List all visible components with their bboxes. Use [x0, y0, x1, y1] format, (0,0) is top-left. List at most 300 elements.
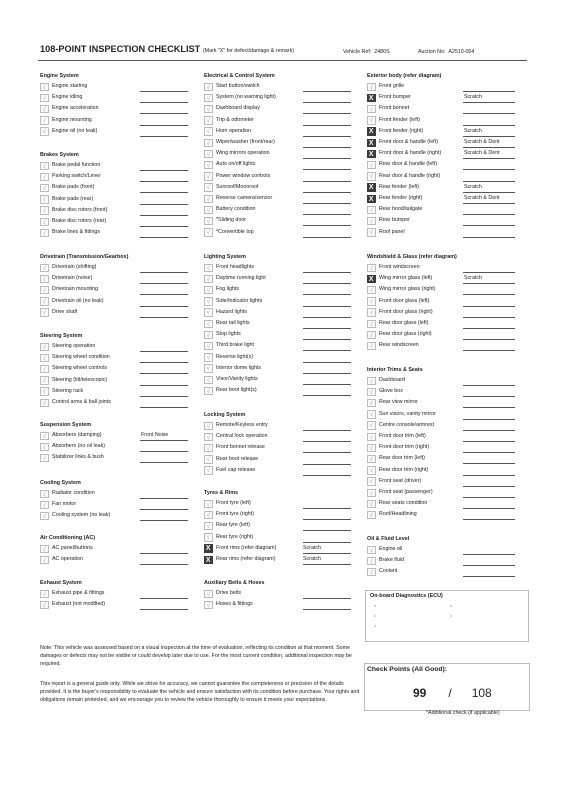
- checklist-row: [367, 568, 527, 578]
- remark-line: [140, 609, 188, 610]
- item-label: Coolant: [379, 568, 398, 575]
- item-remark: Scratch: [464, 275, 482, 282]
- defect-mark[interactable]: X: [368, 139, 374, 147]
- check-mark[interactable]: √: [204, 94, 213, 103]
- remark-line: [303, 395, 351, 396]
- defect-mark[interactable]: X: [368, 128, 374, 136]
- check-mark[interactable]: √: [40, 399, 49, 408]
- remark-line: [140, 553, 188, 554]
- checklist-row: [367, 139, 527, 149]
- item-label: Brake lines & fittings: [52, 229, 100, 236]
- check-mark[interactable]: √: [204, 590, 213, 599]
- remark-line: [140, 385, 188, 386]
- checklist-row: [204, 353, 364, 363]
- checklist-row: [40, 399, 200, 409]
- vehicle-ref: [343, 49, 390, 55]
- checklist-row: [367, 477, 527, 487]
- checklist-row: [40, 184, 200, 194]
- check-mark[interactable]: √: [204, 150, 213, 159]
- remark-line: [303, 181, 351, 182]
- checklist-row: [40, 308, 200, 318]
- remark-line: [303, 203, 351, 204]
- check-mark[interactable]: √: [204, 320, 213, 329]
- item-label: Front headlights: [216, 264, 254, 270]
- item-label: Interior dome lights: [216, 364, 262, 371]
- remark-line: [303, 542, 351, 543]
- check-mark[interactable]: √: [367, 399, 376, 408]
- checklist-row: [367, 172, 527, 182]
- checklist-row: [40, 83, 200, 93]
- remark-line: [463, 169, 515, 170]
- checklist-row: [40, 376, 200, 386]
- check-mark[interactable]: √: [40, 590, 49, 599]
- item-label: Engine starting: [52, 83, 88, 89]
- checklist-row: [40, 354, 200, 364]
- remark-line: [303, 306, 351, 307]
- item-label: Wing mirrors operation: [216, 150, 270, 157]
- checklist-row: [40, 286, 200, 296]
- remark-line: [303, 237, 351, 238]
- check-mark[interactable]: √: [40, 308, 49, 317]
- item-label: Rear boot release: [216, 455, 259, 462]
- check-mark[interactable]: √: [204, 387, 213, 396]
- check-mark[interactable]: √: [40, 490, 49, 499]
- check-mark[interactable]: √: [204, 500, 213, 509]
- check-mark[interactable]: √: [40, 264, 49, 273]
- check-mark[interactable]: √: [367, 377, 376, 386]
- checklist-row: [204, 433, 364, 443]
- item-label: Steering operation: [52, 343, 96, 349]
- checklist-row: [204, 590, 364, 600]
- item-label: Drivetrain (noise): [52, 275, 93, 282]
- check-mark[interactable]: √: [40, 512, 49, 521]
- checklist-row: [40, 545, 200, 555]
- item-remark: Scratch & Dent: [464, 139, 500, 145]
- header-divider: [38, 60, 527, 61]
- item-remark: Scratch: [303, 544, 321, 551]
- check-mark[interactable]: √: [40, 116, 49, 125]
- item-label: *Sliding door: [216, 217, 247, 224]
- item-label: Rear bumper: [379, 217, 410, 224]
- check-mark[interactable]: √: [204, 522, 213, 531]
- check-mark[interactable]: √: [40, 275, 49, 284]
- item-label: Start button/switch: [216, 83, 260, 89]
- check-mark[interactable]: √: [40, 162, 49, 171]
- item-label: Brake pads (rear): [52, 195, 94, 202]
- check-mark[interactable]: √: [367, 444, 376, 453]
- check-mark[interactable]: √: [204, 433, 213, 442]
- remark-line: [463, 113, 515, 114]
- item-label: Parking switch/Lever: [52, 173, 101, 180]
- checklist-row: [367, 105, 527, 115]
- check-mark[interactable]: √: [40, 432, 49, 441]
- item-label: Drive shaft: [52, 308, 78, 315]
- remark-line: [140, 564, 188, 565]
- check-mark[interactable]: √: [204, 455, 213, 464]
- item-label: Exhaust (not modified): [52, 601, 105, 608]
- remark-line: [140, 317, 188, 318]
- remark-line: [303, 508, 351, 509]
- item-remark: Scratch: [464, 94, 482, 101]
- item-label: Front tyre (left): [216, 500, 251, 506]
- check-mark[interactable]: √: [367, 489, 376, 498]
- section-heading: Drivetrain (Transmission/Gearbox): [40, 254, 129, 260]
- check-mark[interactable]: √: [204, 206, 213, 215]
- checklist-row: [204, 105, 364, 115]
- item-label: Rear tyre (left): [216, 522, 250, 529]
- check-mark[interactable]: √: [40, 229, 49, 238]
- section-heading: Exhaust System: [40, 580, 82, 586]
- remark-line: [463, 339, 515, 340]
- check-mark[interactable]: √: [40, 387, 49, 396]
- item-label: Hazard lights: [216, 308, 247, 315]
- check-mark[interactable]: √: [204, 286, 213, 295]
- auction-no-value: A2510-004: [448, 49, 475, 55]
- defect-mark[interactable]: X: [205, 545, 211, 553]
- check-mark[interactable]: √: [367, 568, 376, 577]
- remark-line: [140, 170, 188, 171]
- check-mark[interactable]: √: [204, 308, 213, 317]
- checklist-row: [40, 229, 200, 239]
- checklist-row: [204, 217, 364, 227]
- remark-line: [140, 113, 188, 114]
- disclaimer-text: This report is a general guide only. While we strive for accuracy, we cannot guarantee the completeness or precision of the details provided. It is the buyer's responsibility to evaluate the vehicle and ensure satisfaction with its condition before purchase. Your rights and obligations remain protected, and we encourage you to review the vehicle thoroughly to ensure it meets your expectations.: [40, 681, 360, 703]
- checklist-row: [204, 376, 364, 386]
- item-label: Centre console/armrest: [379, 421, 435, 428]
- check-mark[interactable]: √: [204, 376, 213, 385]
- check-mark[interactable]: √: [367, 116, 376, 125]
- check-mark[interactable]: √: [204, 264, 213, 273]
- remark-line: [303, 294, 351, 295]
- check-mark[interactable]: √: [367, 410, 376, 419]
- check-points-box: [364, 663, 530, 711]
- checklist-row: [204, 206, 364, 216]
- remark-line: [140, 451, 188, 452]
- check-mark[interactable]: √: [204, 342, 213, 351]
- remark-line: [303, 530, 351, 531]
- check-mark[interactable]: √: [204, 353, 213, 362]
- remark-line: [463, 91, 515, 92]
- check-mark[interactable]: √: [367, 217, 376, 226]
- item-label: Engine oil (no leak): [52, 127, 98, 134]
- section-heading: Engine System: [40, 73, 79, 79]
- section-heading: Auxiliary Belts & Hoses: [204, 580, 265, 586]
- check-mark[interactable]: √: [40, 94, 49, 103]
- check-mark[interactable]: √: [204, 444, 213, 453]
- remark-line: [303, 362, 351, 363]
- check-mark[interactable]: √: [367, 83, 376, 92]
- check-mark[interactable]: √: [40, 501, 49, 510]
- item-label: Front rims (refer diagram): [216, 544, 277, 551]
- item-label: Engine mounting: [52, 116, 92, 123]
- check-mark[interactable]: √: [367, 511, 376, 520]
- remark-line: [463, 225, 515, 226]
- defect-mark[interactable]: X: [368, 150, 374, 158]
- remark-line: [140, 192, 188, 193]
- item-label: Rear door trim (right): [379, 466, 429, 473]
- remark-line: [463, 419, 515, 420]
- item-label: Rear boot light(s): [216, 387, 257, 394]
- remark-line: [140, 204, 188, 205]
- check-mark[interactable]: √: [204, 183, 213, 192]
- item-label: Daytime running light: [216, 275, 266, 282]
- item-label: Rear hood/tailgate: [379, 206, 423, 213]
- checklist-row: [40, 601, 200, 611]
- check-mark[interactable]: √: [40, 286, 49, 295]
- check-mark[interactable]: √: [367, 500, 376, 509]
- checklist-row: [204, 297, 364, 307]
- remark-line: [463, 385, 515, 386]
- checklist-row: [40, 556, 200, 566]
- check-mark[interactable]: √: [367, 320, 376, 329]
- remark-line: [140, 509, 188, 510]
- check-mark[interactable]: √: [40, 83, 49, 92]
- check-mark[interactable]: √: [367, 286, 376, 295]
- assessment-note: Note: This vehicle was assessed based on a visual inspection at the time of evaluation, reflecting its condition at that moment. Some damages or defects may not be visible or could develop later due to use. For the most current condition, additional inspection may be required.: [40, 645, 352, 667]
- remark-line: [303, 283, 351, 284]
- obd-dot: [450, 605, 452, 607]
- remark-line: [303, 214, 351, 215]
- item-label: Fuel cap release: [216, 466, 256, 473]
- remark-line: [463, 272, 515, 273]
- checklist-row: [40, 590, 200, 600]
- checklist-row: [40, 116, 200, 126]
- remark-line: [303, 272, 351, 273]
- remark-line: [140, 272, 188, 273]
- item-label: Rear fender (right): [379, 195, 423, 201]
- check-mark[interactable]: √: [40, 601, 49, 610]
- remark-line: [303, 225, 351, 226]
- check-mark[interactable]: √: [204, 466, 213, 475]
- item-label: Front grille: [379, 83, 405, 89]
- check-mark[interactable]: √: [40, 173, 49, 182]
- remark-line: [140, 181, 188, 182]
- checklist-row: [367, 444, 527, 454]
- item-remark: Scratch & Dent: [464, 150, 500, 157]
- check-mark[interactable]: √: [204, 127, 213, 136]
- checklist-row: [204, 308, 364, 318]
- checklist-row: [204, 320, 364, 330]
- check-points-good: 99: [413, 686, 427, 700]
- item-label: Dashboard: [379, 377, 405, 383]
- check-mark[interactable]: √: [40, 365, 49, 374]
- checklist-row: [204, 601, 364, 611]
- check-mark[interactable]: √: [40, 343, 49, 352]
- checklist-row: [40, 195, 200, 205]
- check-mark[interactable]: √: [367, 477, 376, 486]
- item-label: Brake disc rotors (rear): [52, 218, 107, 224]
- check-mark[interactable]: √: [40, 297, 49, 306]
- item-label: Sun visors, vanity mirror: [379, 410, 436, 417]
- checklist-row: [367, 94, 527, 104]
- checklist-row: [204, 511, 364, 521]
- remark-line: [303, 452, 351, 453]
- check-mark[interactable]: √: [204, 83, 213, 92]
- item-label: Engine acceleration: [52, 105, 99, 112]
- check-mark[interactable]: √: [367, 388, 376, 397]
- check-mark[interactable]: √: [367, 105, 376, 114]
- checklist-row: [204, 522, 364, 532]
- remark-line: [463, 565, 515, 566]
- checklist-row: [367, 399, 527, 409]
- item-label: Rear rims (refer diagram): [216, 556, 276, 562]
- check-mark[interactable]: √: [40, 443, 49, 452]
- checklist-row: [367, 546, 527, 556]
- checklist-row: [204, 139, 364, 149]
- check-mark[interactable]: √: [367, 466, 376, 475]
- obd-title: On-board Diagnostics (ECU): [370, 593, 443, 599]
- section-heading: Oil & Fluid Level: [367, 536, 410, 542]
- checklist-row: [40, 297, 200, 307]
- check-mark[interactable]: √: [367, 161, 376, 170]
- obd-dot: [374, 605, 376, 607]
- checklist-row: [40, 343, 200, 353]
- check-mark[interactable]: √: [204, 275, 213, 284]
- check-mark[interactable]: √: [367, 297, 376, 306]
- defect-mark[interactable]: X: [368, 94, 374, 102]
- item-label: Wiper/washer (front/rear): [216, 139, 275, 145]
- check-mark[interactable]: √: [204, 217, 213, 226]
- check-mark[interactable]: √: [204, 172, 213, 181]
- remark-line: [463, 147, 515, 148]
- item-label: Third brake light: [216, 342, 254, 349]
- page-title: [40, 44, 294, 54]
- check-mark[interactable]: √: [367, 546, 376, 555]
- item-label: Rear seats condition: [379, 500, 428, 507]
- check-mark[interactable]: √: [204, 331, 213, 340]
- remark-line: [303, 192, 351, 193]
- check-mark[interactable]: √: [40, 184, 49, 193]
- check-mark[interactable]: √: [367, 308, 376, 317]
- item-label: Radiator condition: [52, 490, 95, 496]
- check-mark[interactable]: √: [204, 422, 213, 431]
- check-mark[interactable]: √: [367, 342, 376, 351]
- remark-line: [140, 226, 188, 227]
- checklist-row: [204, 544, 364, 554]
- check-mark[interactable]: √: [367, 228, 376, 237]
- check-mark[interactable]: √: [204, 533, 213, 542]
- check-mark[interactable]: √: [40, 218, 49, 227]
- item-label: Hoses & fittings: [216, 601, 253, 608]
- checklist-row: [40, 206, 200, 216]
- obd-dot: [374, 625, 376, 627]
- check-mark[interactable]: √: [204, 116, 213, 125]
- check-mark[interactable]: √: [204, 511, 213, 520]
- check-mark[interactable]: √: [367, 331, 376, 340]
- check-mark[interactable]: √: [40, 376, 49, 385]
- check-mark[interactable]: √: [40, 195, 49, 204]
- remark-line: [140, 520, 188, 521]
- check-mark[interactable]: √: [367, 172, 376, 181]
- check-mark[interactable]: √: [367, 421, 376, 430]
- check-mark[interactable]: √: [204, 139, 213, 148]
- check-mark[interactable]: √: [40, 127, 49, 136]
- item-label: Cooling system (no leak): [52, 512, 111, 519]
- check-mark[interactable]: √: [367, 264, 376, 273]
- remark-line: [463, 396, 515, 397]
- check-mark[interactable]: √: [204, 105, 213, 114]
- item-label: Reverse light(s): [216, 353, 254, 360]
- obd-dot: [374, 615, 376, 617]
- remark-line: [463, 497, 515, 498]
- remark-line: [463, 237, 515, 238]
- remark-line: [463, 214, 515, 215]
- checklist-row: [367, 377, 527, 387]
- checklist-row: [367, 433, 527, 443]
- item-label: Power window controls: [216, 172, 271, 179]
- item-label: Side/Indicator lights: [216, 297, 263, 304]
- remark-line: [303, 519, 351, 520]
- item-label: Drivetrain (shifting): [52, 264, 97, 270]
- check-mark[interactable]: √: [40, 454, 49, 463]
- item-label: Rear door trim (left): [379, 455, 425, 462]
- check-mark[interactable]: √: [40, 105, 49, 114]
- remark-line: [140, 136, 188, 137]
- defect-mark[interactable]: X: [368, 195, 374, 203]
- checklist-row: [204, 500, 364, 510]
- defect-mark[interactable]: X: [368, 275, 374, 283]
- check-mark[interactable]: √: [204, 228, 213, 237]
- remark-line: [463, 519, 515, 520]
- item-label: Wing mirror glass (left): [379, 275, 433, 282]
- remark-line: [303, 553, 351, 554]
- check-mark[interactable]: √: [40, 545, 49, 554]
- item-label: Central lock operation: [216, 433, 268, 440]
- check-mark[interactable]: √: [367, 455, 376, 464]
- check-mark[interactable]: √: [204, 195, 213, 204]
- check-mark[interactable]: √: [204, 364, 213, 373]
- item-label: Front seat (driver): [379, 477, 422, 484]
- item-label: Auto on/off lights: [216, 161, 256, 168]
- check-mark[interactable]: √: [40, 206, 49, 215]
- check-points-slash: /: [448, 686, 452, 700]
- item-label: Exhaust pipe & fittings: [52, 590, 105, 596]
- section-heading: Interior Trims & Seats: [367, 367, 423, 373]
- check-mark[interactable]: √: [204, 601, 213, 610]
- remark-line: [140, 283, 188, 284]
- remark-line: [140, 91, 188, 92]
- check-mark[interactable]: √: [204, 161, 213, 170]
- check-mark[interactable]: √: [204, 297, 213, 306]
- check-mark[interactable]: √: [40, 556, 49, 565]
- item-label: AC panel/buttons: [52, 545, 93, 551]
- obd-panel: [365, 590, 529, 642]
- item-label: Brake pads (front): [52, 184, 95, 191]
- check-mark[interactable]: √: [367, 206, 376, 215]
- check-mark[interactable]: √: [367, 557, 376, 566]
- remark-line: [463, 192, 515, 193]
- remark-line: [463, 181, 515, 182]
- item-label: Wing mirror glass (right): [379, 286, 436, 293]
- defect-mark[interactable]: X: [368, 184, 374, 192]
- item-label: Front door & handle (right): [379, 150, 442, 157]
- checklist-row: [367, 557, 527, 567]
- additional-check-note: *Additional check (if applicable): [426, 710, 500, 716]
- remark-line: [140, 407, 188, 408]
- check-mark[interactable]: √: [367, 433, 376, 442]
- remark-line: [463, 203, 515, 204]
- section-heading: Suspension System: [40, 422, 92, 428]
- checklist-row: [367, 150, 527, 160]
- checklist-row: [367, 331, 527, 341]
- remark-line: [463, 452, 515, 453]
- checklist-row: [204, 444, 364, 454]
- defect-mark[interactable]: X: [205, 556, 211, 564]
- section-heading: Tyres & Rims: [204, 490, 239, 496]
- obd-dot: [450, 615, 452, 617]
- check-mark[interactable]: √: [40, 354, 49, 363]
- item-label: Front tyre (right): [216, 511, 254, 518]
